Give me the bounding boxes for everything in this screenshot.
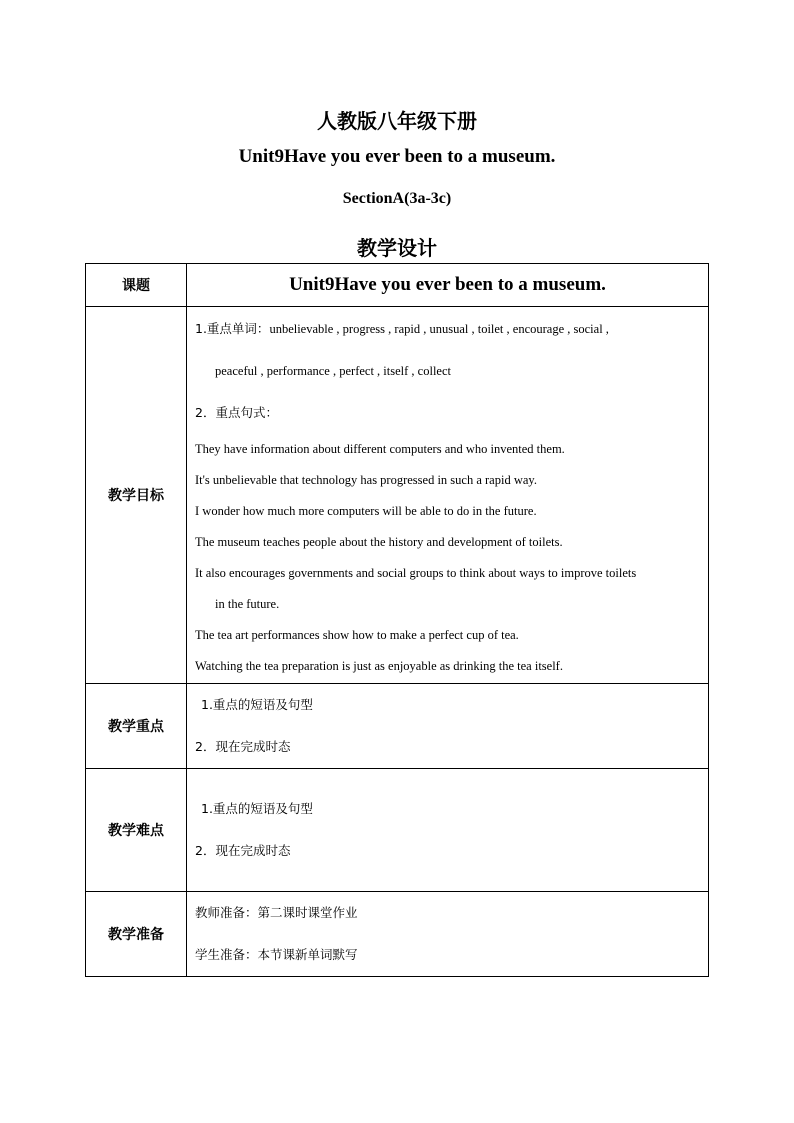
sentence-item: The tea art performances show how to make a perfect cup of tea. — [195, 628, 519, 642]
document-type-title: 教学设计 — [357, 236, 437, 260]
table-row-preparation — [86, 892, 709, 977]
key-words-line-1 — [195, 308, 708, 350]
table-row-key-points — [86, 684, 709, 769]
lesson-plan-table — [85, 263, 709, 977]
book-title: 人教版八年级下册 — [317, 109, 477, 133]
key-points-content — [187, 684, 709, 769]
preparation-content — [187, 892, 709, 977]
preparation-label: 教学准备 — [86, 892, 187, 977]
sentence-item: They have information about different computers and who invented them. — [195, 442, 565, 456]
objectives-label: 教学目标 — [86, 307, 187, 684]
sentence-item: The museum teaches people about the history and development of toilets. — [195, 535, 563, 549]
sentence-item: I wonder how much more computers will be able to do in the future. — [195, 504, 537, 518]
difficulty-item: 2．现在完成时态 — [195, 843, 291, 858]
key-points-label: 教学重点 — [86, 684, 187, 769]
sentence-item: It's unbelievable that technology has progressed in such a rapid way. — [195, 473, 537, 487]
difficulty-item: 1.重点的短语及句型 — [201, 801, 313, 816]
table-row-difficulties — [86, 769, 709, 892]
key-words-line-2: peaceful , performance , perfect , itself , collect — [215, 364, 451, 378]
key-sentences-heading: 2．重点句式： — [195, 405, 278, 420]
topic-label: 课题 — [86, 264, 187, 307]
key-point-item: 2．现在完成时态 — [195, 739, 291, 754]
key-words-list-1: unbelievable , progress , rapid , unusual , toilet , encourage , social , — [269, 322, 609, 336]
preparation-item: 学生准备：本节课新单词默写 — [195, 947, 358, 962]
objectives-content — [187, 307, 709, 684]
topic-value: Unit9Have you ever been to a museum. — [187, 264, 709, 307]
difficulties-label: 教学难点 — [86, 769, 187, 892]
sentence-item: It also encourages governments and social groups to think about ways to improve toilets — [195, 566, 637, 580]
sentence-item-continued: in the future. — [215, 597, 280, 611]
sentence-item: Watching the tea preparation is just as enjoyable as drinking the tea itself. — [195, 659, 563, 673]
preparation-item: 教师准备：第二课时课堂作业 — [195, 905, 358, 920]
table-row-topic — [86, 264, 709, 307]
key-words-heading: 1.重点单词： — [195, 321, 270, 336]
unit-title: Unit9Have you ever been to a museum. — [238, 146, 556, 167]
difficulties-content — [187, 769, 709, 892]
table-row-objectives — [86, 307, 709, 684]
key-point-item: 1.重点的短语及句型 — [201, 697, 313, 712]
section-title: SectionA(3a-3c) — [342, 190, 452, 207]
